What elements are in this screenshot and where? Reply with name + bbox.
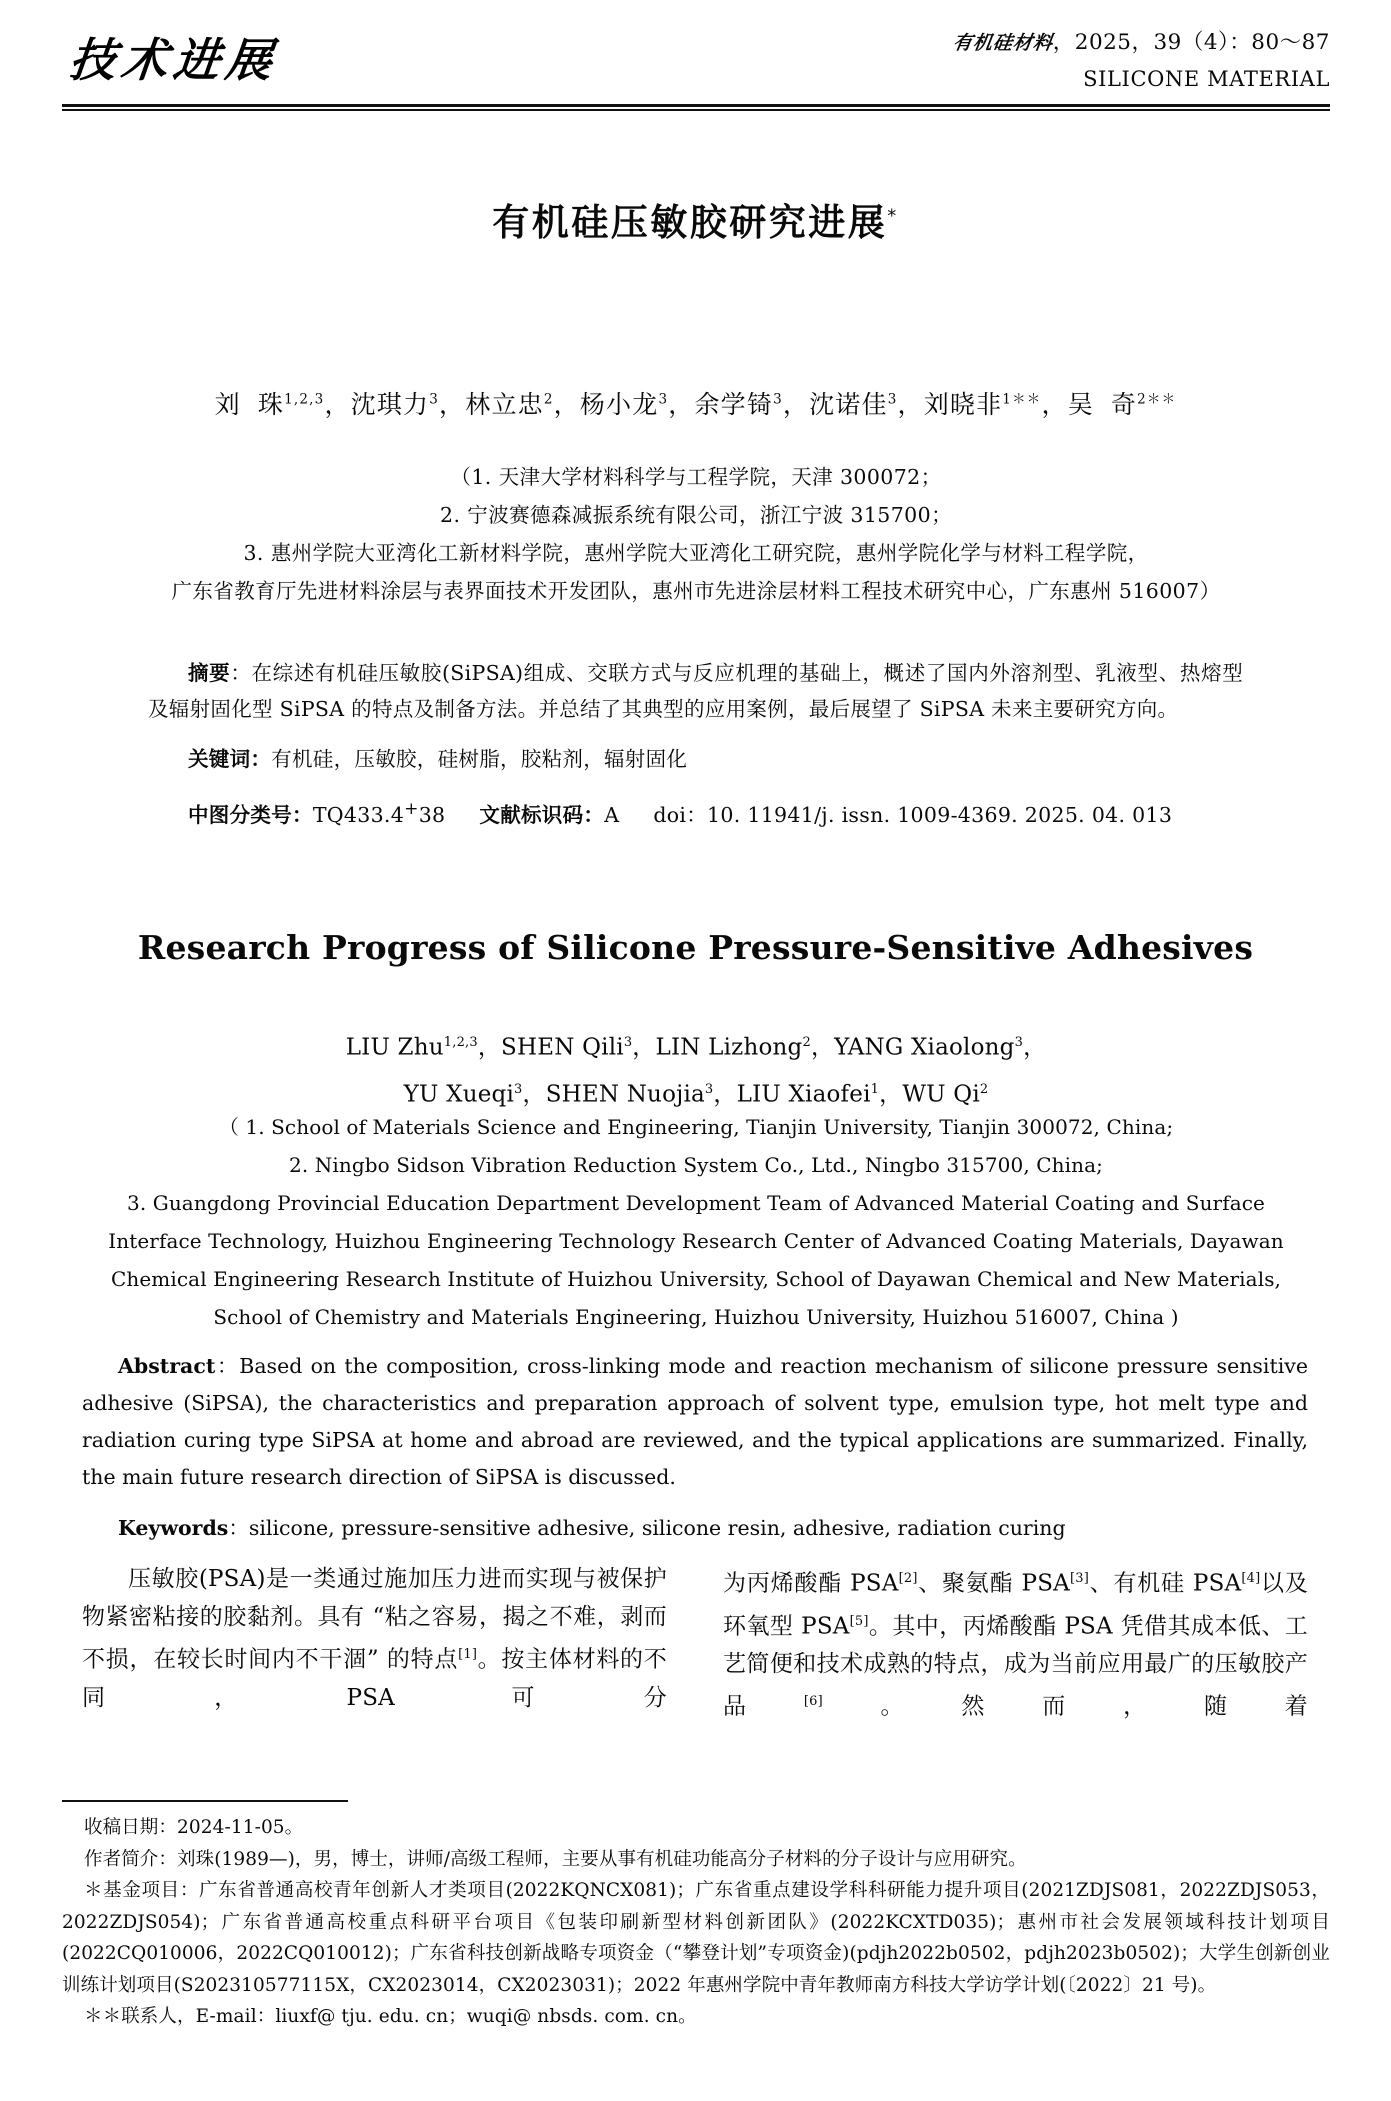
abstract-en-body xyxy=(82,1348,1308,1496)
citation-ref[interactable]: [4] xyxy=(1241,1571,1261,1586)
affiliation-en-line: （ 1. School of Materials Science and Engineering, Tianjin University, Tianjin 300072, China; xyxy=(218,1115,1174,1139)
author-cn-3: 林立忠 xyxy=(465,390,544,419)
keywords-cn-value: 有机硅，压敏胶，硅树脂，胶粘剂，辐射固化 xyxy=(271,747,688,771)
author-sep: ， xyxy=(782,390,810,419)
author-en-1-affil: 1,2,3 xyxy=(443,1035,478,1050)
author-cn-8-given: 奇 xyxy=(1110,390,1138,419)
clc-value: TQ433.4 xyxy=(312,802,405,827)
citation-ref[interactable]: [5] xyxy=(849,1613,869,1629)
affiliation-en-line: Interface Technology, Huizhou Engineering Technology Research Center of Advanced Coating Materials, Dayawan xyxy=(108,1229,1284,1253)
citation-ref[interactable]: [6] xyxy=(803,1694,823,1710)
keywords-en-colon: ： xyxy=(228,1516,249,1540)
citation-ref[interactable]: [1] xyxy=(458,1647,478,1662)
footnote-received xyxy=(62,1812,1330,1844)
body-column-right xyxy=(723,1560,1308,1725)
abstract-en-colon: ： xyxy=(215,1354,240,1378)
masthead xyxy=(62,18,1330,108)
citation-ref[interactable]: [3] xyxy=(1069,1571,1089,1586)
abstract-cn-text: 在综述有机硅压敏胶(SiPSA)组成、交联方式与反应机理的基础上，概述了国内外溶剂型、乳液型、热熔型及辐射固化型 SiPSA 的特点及制备方法。并总结了其典型的应用案例，最后展望了 SiPSA 未来主要研究方向。 xyxy=(148,661,1243,721)
bio-value: 刘珠(1989—)，男，博士，讲师/高级工程师，主要从事有机硅功能高分子材料的分子设计与应用研究。 xyxy=(177,1848,1027,1870)
footnote-funding xyxy=(62,1875,1330,2001)
authors-cn xyxy=(0,385,1391,421)
author-cn-1-affil: 1,2,3 xyxy=(284,391,325,408)
affiliation-en-line: Chemical Engineering Research Institute of Huizhou University, School of Dayawan Chemical and New Materials, xyxy=(110,1267,1282,1291)
author-cn-4: 杨小龙 xyxy=(579,390,659,419)
author-sep: ， xyxy=(897,390,924,419)
page-title-cn-text: 有机硅压敏胶研究进展 xyxy=(492,201,888,244)
clc-value-sup: + xyxy=(404,799,419,819)
author-en-8: WU Qi xyxy=(902,1081,980,1108)
affiliation-en-line: School of Chemistry and Materials Engineering, Huizhou University, Huizhou 516007, China ) xyxy=(213,1305,1179,1329)
bio-label: 作者简介： xyxy=(84,1848,178,1870)
author-cn-6-affil: 3 xyxy=(887,391,898,408)
funding-label: 基金项目： xyxy=(103,1880,199,1901)
author-en-1: LIU Zhu xyxy=(345,1034,444,1061)
journal-name-en: SILICONE MATERIAL xyxy=(1083,66,1330,91)
footnotes xyxy=(62,1812,1330,2033)
keywords-en-value: silicone, pressure-sensitive adhesive, silicone resin, adhesive, radiation curing xyxy=(248,1516,1066,1540)
author-cn-4-affil: 3 xyxy=(658,391,669,408)
author-cn-2: 沈琪力 xyxy=(350,390,430,419)
affiliation-cn-line: 2. 宁波赛德森减振系统有限公司，浙江宁波 315700； xyxy=(440,503,952,527)
footnote-divider xyxy=(62,1800,348,1802)
abstract-cn xyxy=(148,655,1243,833)
body-right-text-a: 为丙烯酸酯 PSA xyxy=(723,1570,899,1597)
body-left-text-b: 。按主体材料的不同，PSA 可分 xyxy=(82,1646,667,1711)
author-en-3: LIN Lizhong xyxy=(655,1034,803,1061)
footnote-bio xyxy=(62,1844,1330,1876)
author-cn-2-affil: 3 xyxy=(429,391,440,408)
classification-line xyxy=(148,791,1243,833)
body-right-text-d: 以及环氧型 PSA xyxy=(723,1570,1308,1640)
journal-citation-detail: ，2025，39（4）：80～87 xyxy=(1052,30,1330,55)
author-en-6-affil: 3 xyxy=(704,1081,714,1097)
received-label: 收稿日期： xyxy=(84,1817,178,1838)
author-en-3-affil: 2 xyxy=(802,1035,811,1050)
contact-label: 联系人，E-mail： xyxy=(121,2006,276,2027)
header-divider xyxy=(62,104,1330,111)
author-cn-1-surname: 刘 xyxy=(214,390,241,419)
authors-en xyxy=(62,1022,1330,1115)
body-column-left xyxy=(82,1560,667,1725)
author-sep: ， xyxy=(553,390,580,419)
doi-value[interactable]: doi：10. 11941/j. issn. 1009-4369. 2025. 04. 013 xyxy=(653,802,1173,827)
funding-marker: ＊ xyxy=(84,1880,104,1901)
author-sep: ， xyxy=(668,390,695,419)
author-cn-5: 余学锜 xyxy=(694,390,774,419)
body-right-text-c: 、有机硅 PSA xyxy=(1088,1570,1242,1597)
author-en-7: LIU Xiaofei xyxy=(736,1081,871,1108)
author-cn-8-affil: 2＊＊ xyxy=(1137,391,1177,408)
authors-en-line-1: LIU Zhu$^{1,2,3}$，SHEN Qili$^3$，LIN Lizhong$^2$，YANG Xiaolong$^3$， xyxy=(345,1034,1047,1061)
abstract-cn-colon: ： xyxy=(230,661,252,685)
clc-label: 中图分类号： xyxy=(188,802,313,827)
body-columns xyxy=(82,1560,1308,1725)
author-cn-6: 沈诺佳 xyxy=(809,390,888,419)
affiliation-cn-line: 3. 惠州学院大亚湾化工新材料学院，惠州学院大亚湾化工研究院，惠州学院化学与材料工程学院， xyxy=(243,541,1149,565)
author-en-8-affil: 2 xyxy=(979,1081,989,1097)
contact-value[interactable]: liuxf@ tju. edu. cn；wuqi@ nbsds. com. cn。 xyxy=(275,2006,697,2027)
affiliations-en xyxy=(62,1108,1330,1336)
body-right-text-e: 。其中，丙烯酸酯 PSA 凭借其成本低、工艺简便和技术成熟的特点，成为当前应用最广的压敏胶产品 xyxy=(723,1613,1308,1720)
keywords-cn-label: 关键词： xyxy=(188,747,272,771)
keywords-cn xyxy=(148,741,1243,777)
author-en-6: SHEN Nuojia xyxy=(545,1081,705,1108)
author-cn-3-affil: 2 xyxy=(543,391,554,408)
received-value: 2024-11-05。 xyxy=(177,1817,304,1838)
masthead-citation-block xyxy=(953,28,1330,94)
body-right-text-f: 。然而，随着 xyxy=(822,1693,1308,1720)
abstract-en-text: Based on the composition, cross-linking mode and reaction mechanism of silicone pressure sensitive adhesive (SiPSA), the characteristics and preparation approach of solvent type, emulsion type, hot melt type and radiation curing type SiPSA at home and abroad are reviewed, and the typical applications are summarized. Finally, the main future research direction of SiPSA is discussed. xyxy=(82,1354,1308,1489)
keywords-en-label: Keywords xyxy=(118,1516,229,1540)
funding-value: 广东省普通高校青年创新人才类项目(2022KQNCX081)；广东省重点建设学科科研能力提升项目(2021ZDJS081，2022ZDJS053，2022ZDJS054)；广东省普通高校重点科研平台项目《包装印刷新型材料创新团队》(2022KCXTD035)；惠州市社会发展领域科技计划项目(2022CQ010006，2022CQ010012)；广东省科技创新战略专项资金（“攀登计划”专项资金)(pdjh2022b0502，pdjh2023b0502)；大学生创新创业训练计划项目(S202310577115X，CX2023014，CX2023031)；2022 年惠州学院中青年教师南方科技大学访学计划(〔2022〕21 号)。 xyxy=(62,1880,1330,1996)
page-title-en: Research Progress of Silicone Pressure-Sensitive Adhesives xyxy=(137,928,1254,967)
footnote-contact xyxy=(62,2001,1330,2033)
author-cn-5-affil: 3 xyxy=(773,391,783,408)
body-right-text-b: 、聚氨酯 PSA xyxy=(917,1570,1070,1597)
author-en-2: SHEN Qili xyxy=(501,1034,624,1061)
author-cn-1 xyxy=(215,385,325,421)
body-paragraph-right xyxy=(723,1560,1308,1726)
author-sep: ， xyxy=(324,390,351,419)
affiliation-cn-line: （1. 天津大学材料科学与工程学院，天津 300072； xyxy=(450,465,942,489)
author-en-2-affil: 3 xyxy=(623,1035,633,1050)
author-sep: ， xyxy=(439,390,466,419)
body-left-text-a: 压敏胶(PSA)是一类通过施加压力进而实现与被保护物紧密粘接的胶黏剂。具有 “粘之容易，揭之不难，剥而不损，在较长时间内不干涸” 的特点 xyxy=(82,1566,667,1673)
author-cn-1-given: 珠 xyxy=(257,390,285,419)
author-en-4-affil: 3 xyxy=(1014,1035,1024,1050)
affiliation-cn-line: 广东省教育厅先进材料涂层与表界面技术开发团队，惠州市先进涂层材料工程技术研究中心，广东惠州 516007） xyxy=(171,579,1221,603)
author-en-5: YU Xueqi xyxy=(403,1081,514,1108)
body-paragraph-left xyxy=(82,1560,667,1717)
page-title-cn xyxy=(0,192,1391,246)
citation-ref[interactable]: [2] xyxy=(898,1571,918,1586)
affiliation-en-line: 2. Ningbo Sidson Vibration Reduction System Co., Ltd., Ningbo 315700, China; xyxy=(289,1153,1103,1177)
clc-value-2: 38 xyxy=(418,802,446,827)
author-en-5-affil: 3 xyxy=(514,1081,523,1097)
author-cn-8 xyxy=(1068,385,1177,421)
affiliation-en-line: 3. Guangdong Provincial Education Department Development Team of Advanced Material Coating and Surface xyxy=(127,1191,1265,1215)
abstract-cn-body xyxy=(148,655,1243,727)
title-footnote-marker: * xyxy=(887,205,899,227)
author-cn-7: 刘晓非 xyxy=(923,390,1003,419)
authors-en-line-2: YU Xueqi$^3$，SHEN Nuojia$^3$，LIU Xiaofei$^1$，WU Qi$^2$ xyxy=(403,1081,989,1108)
abstract-en-label: Abstract xyxy=(118,1354,216,1378)
section-label: 技术进展 xyxy=(66,33,281,87)
author-cn-8-surname: 吴 xyxy=(1067,390,1094,419)
doc-code-label: 文献标识码： xyxy=(479,802,605,827)
contact-marker: ＊＊ xyxy=(84,2006,122,2027)
author-en-7-affil: 1 xyxy=(870,1081,880,1097)
abstract-en xyxy=(82,1348,1308,1547)
affiliations-cn xyxy=(62,458,1330,610)
author-cn-7-affil: 1＊＊ xyxy=(1002,391,1042,408)
abstract-cn-label: 摘要 xyxy=(188,661,231,685)
author-en-4: YANG Xiaolong xyxy=(834,1034,1015,1061)
author-sep: ， xyxy=(1041,390,1068,419)
journal-name-cn: 有机硅材料 xyxy=(951,32,1055,54)
journal-citation-line xyxy=(953,28,1330,59)
doc-code-value: A xyxy=(604,802,620,827)
keywords-en xyxy=(82,1510,1308,1547)
